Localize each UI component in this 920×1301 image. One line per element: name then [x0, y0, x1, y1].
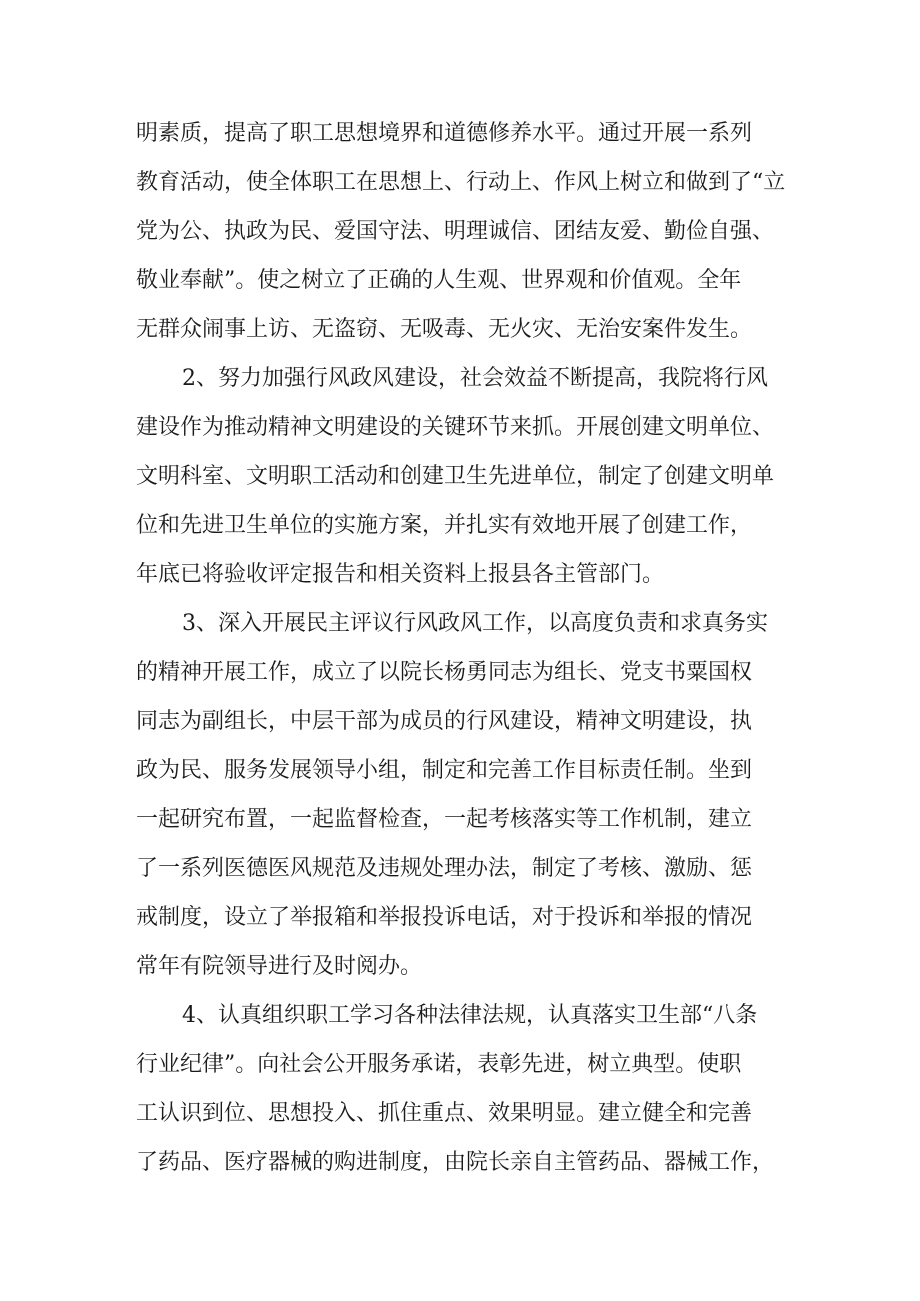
text-line: 敬业奉献”。使之树立了正确的人生观、世界观和价值观。全年 — [136, 268, 742, 293]
text-line: 教育活动，使全体职工在思想上、行动上、作风上树立和做到了“立 — [136, 170, 786, 195]
text-line: 明素质，提高了职工思想境界和道德修养水平。通过开展一系列 — [136, 121, 753, 146]
text-line: 的精神开展工作，成立了以院长杨勇同志为组长、党支书粟国权 — [136, 660, 753, 685]
text-line: 文明科室、文明职工活动和创建卫生先进单位，制定了创建文明单 — [136, 464, 775, 489]
text-line: 位和先进卫生单位的实施方案，并扎实有效地开展了创建工作， — [136, 513, 753, 538]
text-line: 常年有院领导进行及时阅办。 — [136, 954, 423, 979]
paragraph-3-first-line: 3、深入开展民主评议行风政风工作，以高度负责和求真务实 — [182, 611, 768, 636]
text-line: 建设作为推动精神文明建设的关键环节来抓。开展创建文明单位、 — [136, 415, 775, 440]
text-line: 戒制度，设立了举报箱和举报投诉电话，对于投诉和举报的情况 — [136, 905, 753, 930]
text-line: 行业纪律”。向社会公开服务承诺，表彰先进，树立典型。使职 — [136, 1052, 742, 1077]
paragraph-2-first-line: 2、努力加强行风政风建设，社会效益不断提高，我院将行风 — [182, 366, 768, 391]
text-line: 一起研究布置，一起监督检查，一起考核落实等工作机制，建立 — [136, 807, 753, 832]
text-line: 同志为副组长，中层干部为成员的行风建设，精神文明建设，执 — [136, 709, 753, 734]
text-line: 了一系列医德医风规范及违规处理办法，制定了考核、激励、惩 — [136, 856, 753, 881]
text-line: 无群众闹事上访、无盗窃、无吸毒、无火灾、无治安案件发生。 — [136, 317, 753, 342]
text-line: 了药品、医疗器械的购进制度，由院长亲自主管药品、器械工作， — [136, 1150, 775, 1175]
paragraph-4-first-line: 4、认真组织职工学习各种法律法规，认真落实卫生部“八条 — [182, 1003, 758, 1028]
text-line: 年底已将验收评定报告和相关资料上报县各主管部门。 — [136, 562, 665, 587]
text-line: 政为民、服务发展领导小组，制定和完善工作目标责任制。坐到 — [136, 758, 753, 783]
text-line: 工认识到位、思想投入、抓住重点、效果明显。建立健全和完善 — [136, 1101, 753, 1126]
text-line: 党为公、执政为民、爱国守法、明理诚信、团结友爱、勤俭自强、 — [136, 219, 775, 244]
